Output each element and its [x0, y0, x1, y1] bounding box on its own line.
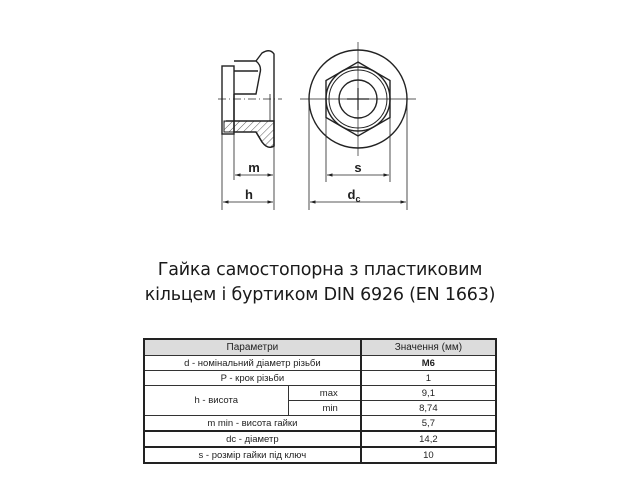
value-cell: 1	[361, 371, 496, 386]
dim-label-s: s	[354, 160, 362, 175]
param-cell: dc - діаметр	[144, 431, 361, 447]
dim-label-h: h	[245, 187, 253, 202]
table-row	[144, 386, 496, 401]
sub-param-cell: max	[288, 386, 361, 401]
table-row	[144, 447, 496, 463]
value-cell: 10	[361, 447, 496, 463]
value-cell: 14,2	[361, 431, 496, 447]
param-cell: d - номінальний діаметр різьби	[144, 356, 361, 371]
param-cell: s - розмір гайки під ключ	[144, 447, 361, 463]
specs-table	[143, 338, 497, 464]
value-cell: 9,1	[361, 386, 496, 401]
table-row	[144, 356, 496, 371]
value-cell: 8,74	[361, 401, 496, 416]
table-row	[144, 416, 496, 432]
table-header-row	[144, 339, 496, 356]
front-view	[300, 42, 416, 210]
dim-label-m: m	[248, 160, 260, 175]
param-cell: h - висота	[144, 386, 288, 416]
title-line-2: кільцем і буртиком DIN 6926 (EN 1663)	[144, 285, 496, 305]
title-line-1: Гайка самостопорна з пластиковим	[157, 260, 483, 280]
header-params: Параметри	[144, 339, 361, 356]
table-row	[144, 371, 496, 386]
value-cell: 5,7	[361, 416, 496, 432]
table-row	[144, 431, 496, 447]
sub-param-cell: min	[288, 401, 361, 416]
param-cell: m min - висота гайки	[144, 416, 361, 432]
dim-label-dc: $d_c$	[347, 187, 361, 204]
value-cell: M6	[361, 356, 496, 371]
param-cell: P - крок різьби	[144, 371, 361, 386]
product-title	[0, 258, 640, 308]
header-values: Значення (мм)	[361, 339, 496, 356]
